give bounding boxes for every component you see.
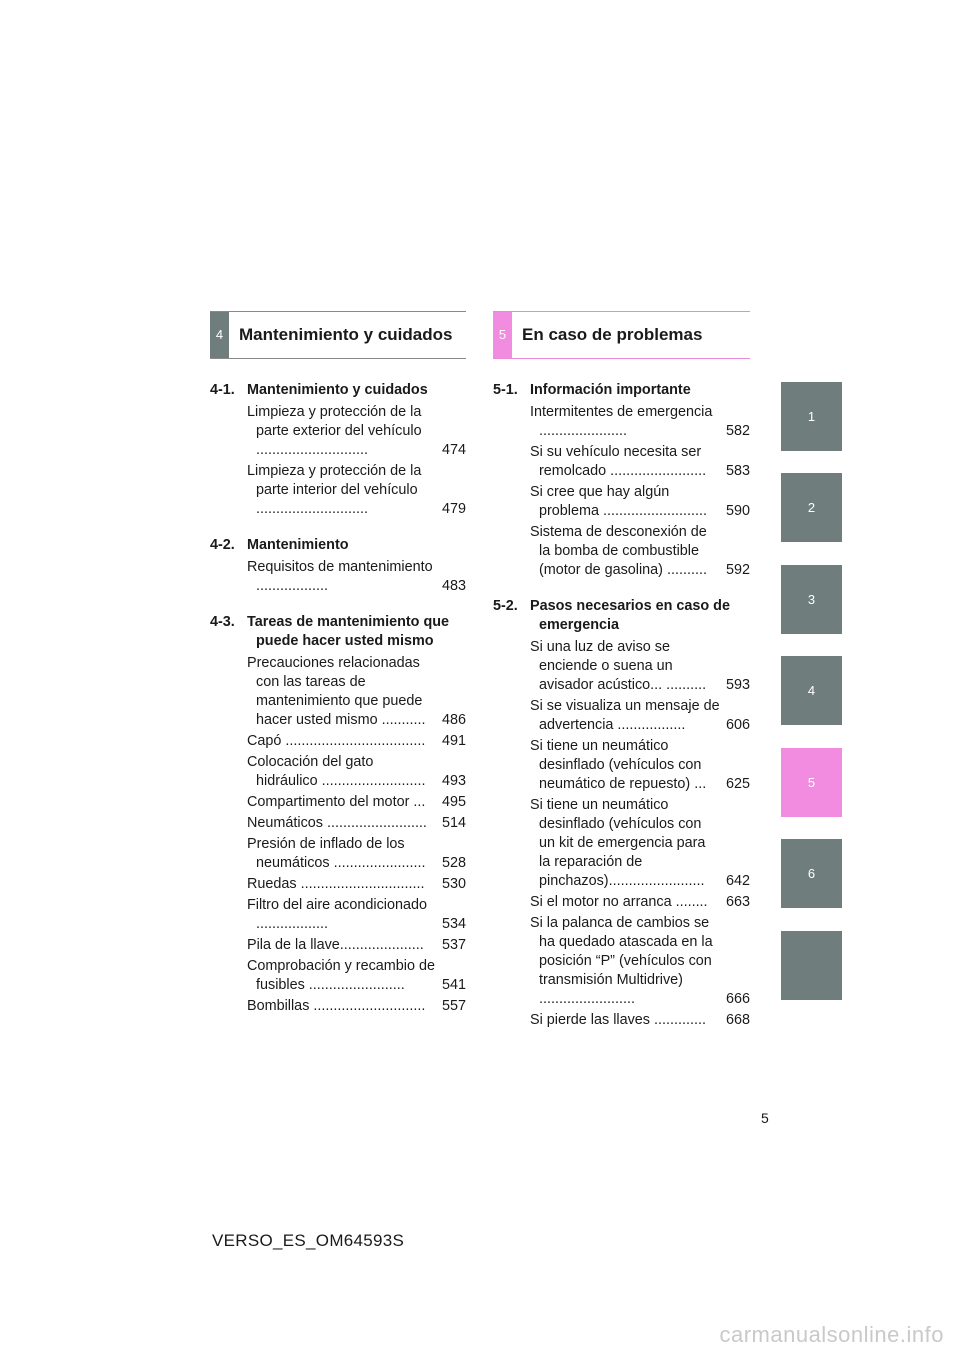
toc-entry-text: Presión de inflado de los neumáticos ....................... [247, 836, 426, 871]
toc-entry-page: 592 [725, 562, 750, 578]
toc-entry-text: Requisitos de mantenimiento .................. [247, 559, 433, 594]
toc-entry-text: Si pierde las llaves ............. [530, 1012, 706, 1028]
toc-entry[interactable] [247, 997, 466, 1016]
toc-entry-text: Sistema de desconexión de la bomba de combustible (motor de gasolina) .......... [530, 524, 707, 578]
toc-entry-text: Compartimento del motor ... [247, 794, 426, 810]
chapter-tab-4[interactable]: 4 [781, 656, 842, 725]
toc-entry[interactable] [247, 957, 466, 995]
toc-entry[interactable] [530, 914, 750, 1009]
toc-entry[interactable] [247, 732, 466, 751]
toc-entry[interactable] [530, 697, 750, 735]
toc-entry-page: 493 [441, 773, 466, 789]
subsection-title: Pasos necesarios en caso de emergencia [530, 598, 730, 633]
toc-entry-page: 582 [725, 423, 750, 439]
toc-entry[interactable] [530, 638, 750, 695]
section-4-title: Mantenimiento y cuidados [239, 325, 453, 344]
section-4-number: 4 [210, 312, 229, 358]
toc-entry-text: Capó ................................... [247, 733, 426, 749]
toc-entry-page: 534 [441, 916, 466, 932]
toc-entry-page: 474 [441, 442, 466, 458]
subsection-heading [210, 613, 466, 651]
subsection-number: 5-2. [493, 598, 518, 614]
page-number: 5 [761, 1110, 769, 1126]
section-5-column [493, 311, 750, 1047]
document-code: VERSO_ES_OM64593S [212, 1231, 405, 1250]
toc-entry-page: 514 [441, 815, 466, 831]
toc-entry-text: Comprobación y recambio de fusibles ........................ [247, 958, 435, 993]
toc-entry[interactable] [247, 835, 466, 873]
toc-entry[interactable] [247, 462, 466, 519]
toc-entry-page: 479 [441, 501, 466, 517]
chapter-tab-6[interactable]: 6 [781, 839, 842, 908]
section-5-header [493, 311, 750, 359]
toc-entry-text: Limpieza y protección de la parte exterior del vehículo ............................ [247, 404, 422, 458]
section-4-header [210, 311, 466, 359]
toc-entry[interactable] [247, 936, 466, 955]
toc-entry-text: Si tiene un neumático desinflado (vehículos con neumático de repuesto) ... [530, 738, 707, 792]
toc-entry-page: 606 [725, 717, 750, 733]
toc-entry[interactable] [530, 403, 750, 441]
chapter-tab-2[interactable]: 2 [781, 473, 842, 542]
toc-subsection [493, 597, 750, 1030]
toc-entry[interactable] [247, 753, 466, 791]
toc-entry-page: 583 [725, 463, 750, 479]
toc-entry[interactable] [530, 1011, 750, 1030]
toc-entry-page: 642 [725, 873, 750, 889]
toc-entry-text: Bombillas ............................ [247, 998, 426, 1014]
toc-entry-page: 593 [725, 677, 750, 693]
chapter-tab-3[interactable]: 3 [781, 565, 842, 634]
toc-entry-page: 495 [441, 794, 466, 810]
toc-entry-text: Si su vehículo necesita ser remolcado ........................ [530, 444, 707, 479]
subsection-title: Mantenimiento [247, 537, 349, 553]
toc-entry[interactable] [247, 654, 466, 730]
toc-entry-text: Precauciones relacionadas con las tareas de mantenimiento que puede hacer usted mismo ........... [247, 655, 426, 728]
toc-entry-text: Limpieza y protección de la parte interior del vehículo ............................ [247, 463, 422, 517]
toc-entry-page: 625 [725, 776, 750, 792]
toc-entry-page: 537 [441, 937, 466, 953]
toc-entry[interactable] [247, 793, 466, 812]
toc-entry-page: 491 [441, 733, 466, 749]
toc-entry-page: 557 [441, 998, 466, 1014]
toc-subsection [210, 536, 466, 596]
section-5-title: En caso de problemas [522, 325, 703, 344]
chapter-tab-1[interactable]: 1 [781, 382, 842, 451]
subsection-number: 4-2. [210, 537, 235, 553]
toc-entry[interactable] [247, 814, 466, 833]
subsection-heading [210, 536, 466, 555]
toc-entry-page: 483 [441, 578, 466, 594]
toc-entry[interactable] [530, 523, 750, 580]
toc-entry-page: 541 [441, 977, 466, 993]
toc-entry-text: Si la palanca de cambios se ha quedado atascada en la posición “P” (vehículos con transmisión Multidrive) ........................ [530, 915, 713, 1007]
chapter-tab-index[interactable] [781, 931, 842, 1000]
section-5-contents [493, 381, 750, 1030]
toc-entry-text: Ruedas ............................... [247, 876, 425, 892]
section-5-number: 5 [493, 312, 512, 358]
subsection-title: Tareas de mantenimiento que puede hacer usted mismo [247, 614, 450, 649]
toc-subsection [210, 613, 466, 1016]
toc-entry-text: Si se visualiza un mensaje de advertencia ................. [530, 698, 720, 733]
toc-entry-text: Colocación del gato hidráulico .......................... [247, 754, 426, 789]
toc-entry[interactable] [247, 875, 466, 894]
toc-entry-page: 666 [725, 991, 750, 1007]
toc-entry[interactable] [247, 403, 466, 460]
toc-entry-text: Intermitentes de emergencia ...................... [530, 404, 713, 439]
section-4-column [210, 311, 466, 1033]
subsection-heading [493, 597, 750, 635]
chapter-tab-5[interactable]: 5 [781, 748, 842, 817]
toc-entry-page: 668 [725, 1012, 750, 1028]
subsection-title: Mantenimiento y cuidados [247, 382, 428, 398]
toc-entry[interactable] [530, 483, 750, 521]
toc-entry[interactable] [530, 737, 750, 794]
toc-entry[interactable] [247, 896, 466, 934]
toc-entry-page: 486 [441, 712, 466, 728]
toc-entry-text: Si cree que hay algún problema .......................... [530, 484, 707, 519]
toc-entry-page: 528 [441, 855, 466, 871]
toc-entry-page: 590 [725, 503, 750, 519]
subsection-heading [210, 381, 466, 400]
toc-entry[interactable] [530, 893, 750, 912]
subsection-title: Información importante [530, 382, 691, 398]
toc-subsection [210, 381, 466, 519]
section-4-contents [210, 381, 466, 1016]
subsection-heading [493, 381, 750, 400]
toc-entry-text: Filtro del aire acondicionado .................. [247, 897, 427, 932]
toc-entry-text: Si una luz de aviso se enciende o suena un avisador acústico... .......... [530, 639, 707, 693]
toc-entry-page: 530 [441, 876, 466, 892]
toc-entry-text: Pila de la llave..................... [247, 937, 424, 953]
toc-subsection [493, 381, 750, 580]
toc-entry-text: Neumáticos ......................... [247, 815, 427, 831]
toc-entry-text: Si el motor no arranca ........ [530, 894, 708, 910]
subsection-number: 4-3. [210, 614, 235, 630]
watermark: carmanualsonline.info [719, 1322, 944, 1347]
toc-entry-page: 663 [725, 894, 750, 910]
subsection-number: 4-1. [210, 382, 235, 398]
toc-entry-text: Si tiene un neumático desinflado (vehículos con un kit de emergencia para la reparación de pinchazos)........................ [530, 797, 706, 889]
toc-entry[interactable] [530, 796, 750, 891]
toc-entry[interactable] [247, 558, 466, 596]
subsection-number: 5-1. [493, 382, 518, 398]
toc-entry[interactable] [530, 443, 750, 481]
